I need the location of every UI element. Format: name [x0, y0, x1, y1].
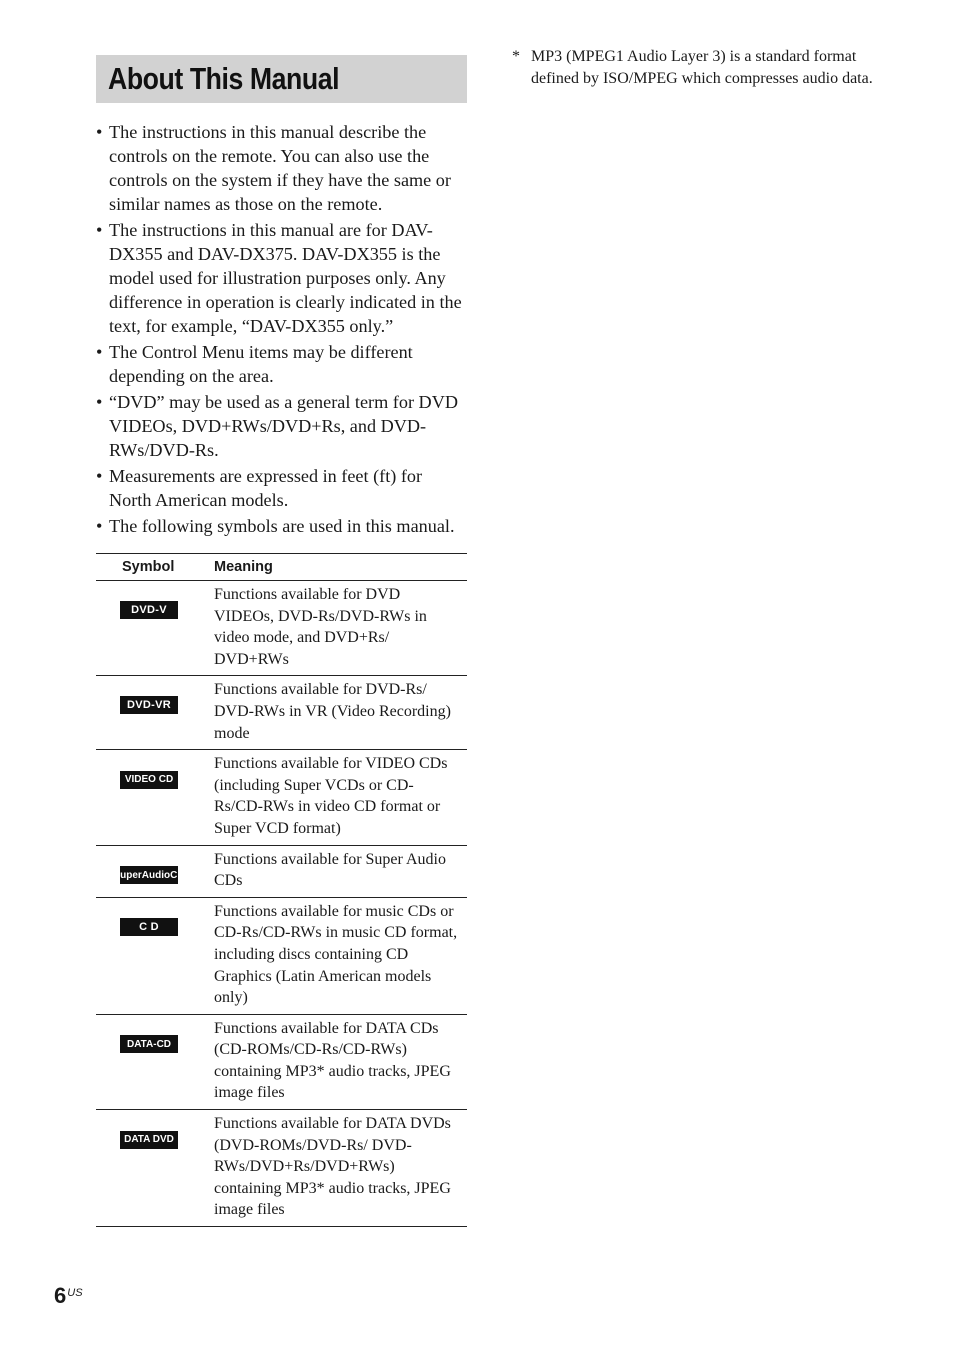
dvd-vr-icon: DVD-VR — [120, 696, 178, 714]
page-number-value: 6 — [54, 1283, 67, 1308]
music-cd-icon: C D — [120, 918, 178, 936]
meaning-cell: Functions available for VIDEO CDs (including Super VCDs or CD-Rs/CD-RWs in video CD format or Super VCD format) — [214, 750, 467, 845]
meaning-cell: Functions available for DATA CDs (CD-ROMs/CD-Rs/CD-RWs) containing MP3* audio tracks, JPEG image files — [214, 1014, 467, 1109]
section-title-bar — [96, 55, 467, 103]
data-dvd-icon: DATA DVD — [120, 1131, 178, 1149]
super-audio-cd-icon: SuperAudioCD — [120, 866, 178, 884]
table-row — [96, 1110, 467, 1227]
list-item: • Measurements are expressed in feet (ft) for North American models. — [96, 464, 467, 512]
symbol-column-header: Symbol — [96, 554, 214, 581]
page-title: About This Manual — [108, 61, 340, 96]
video-cd-icon: VIDEO CD — [120, 771, 178, 789]
table-row — [96, 750, 467, 845]
meaning-cell: Functions available for DVD-Rs/ DVD-RWs in VR (Video Recording) mode — [214, 676, 467, 750]
table-row — [96, 845, 467, 897]
symbols-table — [96, 553, 467, 1227]
meaning-column-header: Meaning — [214, 554, 467, 581]
meaning-cell: Functions available for music CDs or CD-Rs/CD-RWs in music CD format, including discs containing CD Graphics (Latin American models only) — [214, 897, 467, 1014]
left-column — [96, 55, 467, 1227]
list-item: • The Control Menu items may be different depending on the area. — [96, 340, 467, 388]
meaning-cell: Functions available for Super Audio CDs — [214, 845, 467, 897]
table-row — [96, 581, 467, 676]
dvd-v-icon: DVD-V — [120, 601, 178, 619]
footnote-marker: * — [512, 48, 520, 65]
meaning-cell: Functions available for DATA DVDs (DVD-ROMs/DVD-Rs/ DVD-RWs/DVD+Rs/DVD+RWs) containing MP3* audio tracks, JPEG image files — [214, 1110, 467, 1227]
page-number-suffix: US — [67, 1287, 83, 1299]
table-header-row — [96, 554, 467, 581]
list-item: • The instructions in this manual describe the controls on the remote. You can also use the controls on the system if they have the same or similar names as those on the remote. — [96, 120, 467, 216]
table-row — [96, 1014, 467, 1109]
footnote — [512, 46, 892, 89]
meaning-cell: Functions available for DVD VIDEOs, DVD-Rs/DVD-RWs in video mode, and DVD+Rs/ DVD+RWs — [214, 581, 467, 676]
page-number — [54, 1283, 83, 1309]
data-cd-icon: DATA-CD — [120, 1035, 178, 1053]
footnote-text: MP3 (MPEG1 Audio Layer 3) is a standard format defined by ISO/MPEG which compresses audio data. — [531, 48, 873, 87]
list-item: • “DVD” may be used as a general term for DVD VIDEOs, DVD+RWs/DVD+Rs, and DVD-RWs/DVD-Rs. — [96, 390, 467, 462]
instructions-list — [96, 120, 467, 538]
table-row — [96, 897, 467, 1014]
list-item: • The following symbols are used in this manual. — [96, 514, 467, 538]
list-item: • The instructions in this manual are for DAV-DX355 and DAV-DX375. DAV-DX355 is the model used for illustration purposes only. Any difference in operation is clearly indicated in the text, for example, “DAV-DX355 only.” — [96, 218, 467, 338]
table-row — [96, 676, 467, 750]
